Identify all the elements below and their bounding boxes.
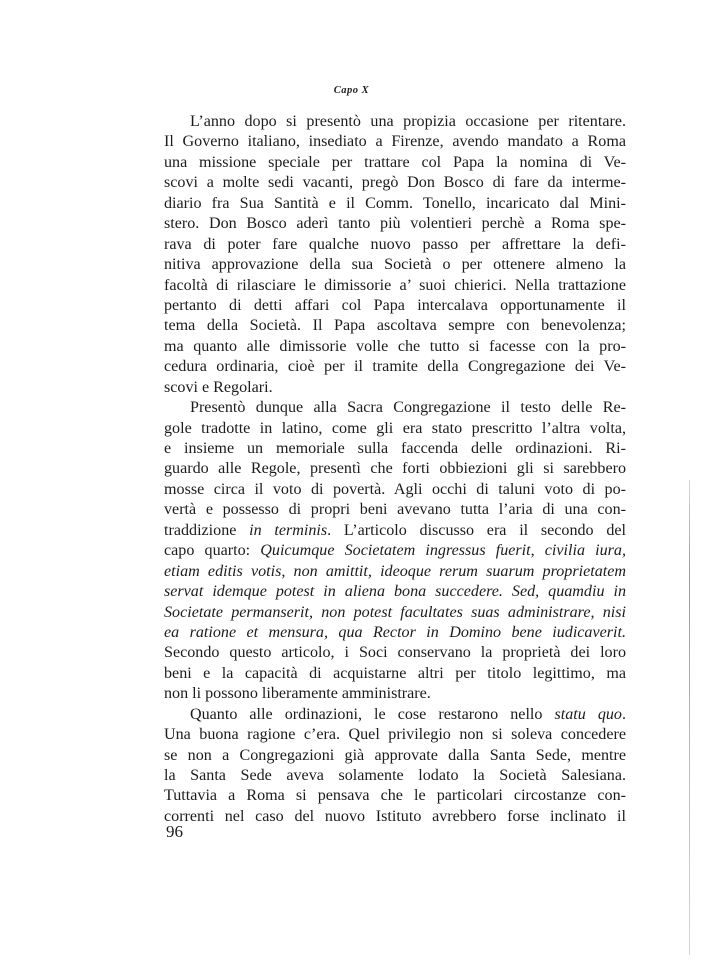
text-segment: correnti nel caso del nuovo Istituto avrebbero forse inclinato il [164, 807, 626, 825]
text-line [164, 296, 626, 316]
scan-margin-line [689, 480, 690, 955]
text-segment: scovi e Regolari. [164, 378, 273, 396]
text-segment: capo quarto: [164, 542, 261, 560]
text-segment: cedura ordinaria, cioè per il tramite della Congregazione dei Ve- [164, 358, 626, 376]
text-line [164, 153, 626, 173]
text-line [164, 235, 626, 255]
text-segment: mosse circa il voto di povertà. Agli occhi di taluni voto di po- [164, 480, 626, 498]
text-line [164, 746, 626, 766]
page-number: 96 [166, 822, 183, 841]
text-segment: rava di poter fare qualche nuovo passo per affrettare la defi- [164, 235, 626, 253]
text-line [164, 807, 626, 827]
text-segment: tema della Società. Il Papa ascoltava sempre con benevolenza; [164, 317, 626, 335]
text-segment: Quanto alle ordinazioni, le cose restarono nello [190, 705, 555, 723]
text-line [164, 112, 626, 132]
running-head: Capo X [333, 85, 370, 96]
text-segment: non li possono liberamente amministrare. [164, 685, 431, 703]
text-segment: Una buona ragione c’era. Quel privilegio non si soleva concedere [164, 726, 626, 744]
italic-text: etiam editis votis, non amittit, ideoque rerum suarum proprietatem [164, 562, 626, 580]
text-line [164, 786, 626, 806]
text-segment: facoltà di rilasciare le dimissorie a’ suoi chierici. Nella trattazione [164, 276, 626, 294]
text-segment: ma quanto alle dimissorie volle che tutto si facesse con la pro- [164, 337, 626, 355]
text-line [164, 439, 626, 459]
text-line [164, 521, 626, 541]
text-line [164, 173, 626, 193]
text-segment: . [621, 705, 626, 723]
text-segment: una missione speciale per trattare col Papa la nomina di Ve- [164, 153, 626, 171]
text-segment: traddizione [164, 521, 250, 539]
text-line [164, 459, 626, 479]
text-line [164, 643, 626, 663]
text-line [164, 603, 626, 623]
text-line [164, 316, 626, 336]
text-line [164, 398, 626, 418]
text-line [164, 132, 626, 152]
text-line [164, 664, 626, 684]
text-segment: beni e la capacità di acquistarne altri per titolo legittimo, ma [164, 664, 626, 682]
text-line [164, 378, 626, 398]
italic-text: in terminis [249, 521, 328, 539]
body-text [164, 112, 626, 827]
text-segment: Presentò dunque alla Sacra Congregazione il testo delle Re- [190, 399, 626, 417]
text-line [164, 337, 626, 357]
text-segment: se non a Congregazioni già approvate dalla Santa Sede, mentre [164, 746, 626, 764]
italic-text: statu quo [554, 705, 622, 723]
text-line [164, 725, 626, 745]
text-line [164, 194, 626, 214]
text-segment: diario fra Sua Santità e il Comm. Tonello, incaricato dal Mini- [164, 194, 626, 212]
text-segment: nitiva approvazione della sua Società o per ottenere almeno la [164, 256, 626, 274]
text-line [164, 480, 626, 500]
text-line [164, 766, 626, 786]
italic-text: Quicumque Societatem ingressus fuerit, civilia iura, [260, 542, 627, 560]
italic-text: servat idemque potest in aliena bona succedere. Sed, quamdiu in [164, 583, 626, 601]
text-line [164, 357, 626, 377]
text-line [164, 582, 626, 602]
text-segment: pertanto di detti affari col Papa intercalava opportunamente il [164, 296, 626, 314]
text-line [164, 541, 626, 561]
text-segment: . L’articolo discusso era il secondo del [327, 521, 627, 539]
text-line [164, 419, 626, 439]
text-line [164, 255, 626, 275]
text-segment: stero. Don Bosco aderì tanto più volentieri perchè a Roma spe- [164, 215, 626, 233]
italic-text: ea ratione et mensura, qua Rector in Domino bene iudicaverit. [164, 623, 626, 641]
text-line [164, 623, 626, 643]
text-segment: L’anno dopo si presentò una propizia occasione per ritentare. [190, 113, 626, 130]
text-segment: Secondo questo articolo, i Soci conservano la proprietà dei loro [164, 644, 626, 662]
text-segment: scovi a molte sedi vacanti, pregò Don Bosco di fare da interme- [164, 174, 626, 192]
text-line [164, 562, 626, 582]
text-segment: gole tradotte in latino, come gli era stato prescritto l’altra volta, [164, 419, 626, 437]
text-line [164, 684, 626, 704]
text-segment: Il Governo italiano, insediato a Firenze, avendo mandato a Roma [164, 133, 626, 151]
text-line [164, 214, 626, 234]
text-segment: e insieme un memoriale sulla faccenda delle ordinazioni. Ri- [164, 440, 626, 457]
text-segment: la Santa Sede aveva solamente lodato la Società Salesiana. [164, 767, 626, 784]
text-segment: guardo alle Regole, presentì che forti obbiezioni gli si sarebbero [164, 460, 626, 478]
text-segment: Tuttavia a Roma si pensava che le particolari circostanze con- [164, 787, 626, 805]
italic-text: Societate permanserit, non potest facultates suas administrare, nisi [164, 603, 626, 621]
text-line [164, 705, 626, 725]
text-line [164, 276, 626, 296]
text-line [164, 500, 626, 520]
text-segment: vertà e possesso di propri beni avevano tutta l’aria di una con- [164, 501, 626, 519]
